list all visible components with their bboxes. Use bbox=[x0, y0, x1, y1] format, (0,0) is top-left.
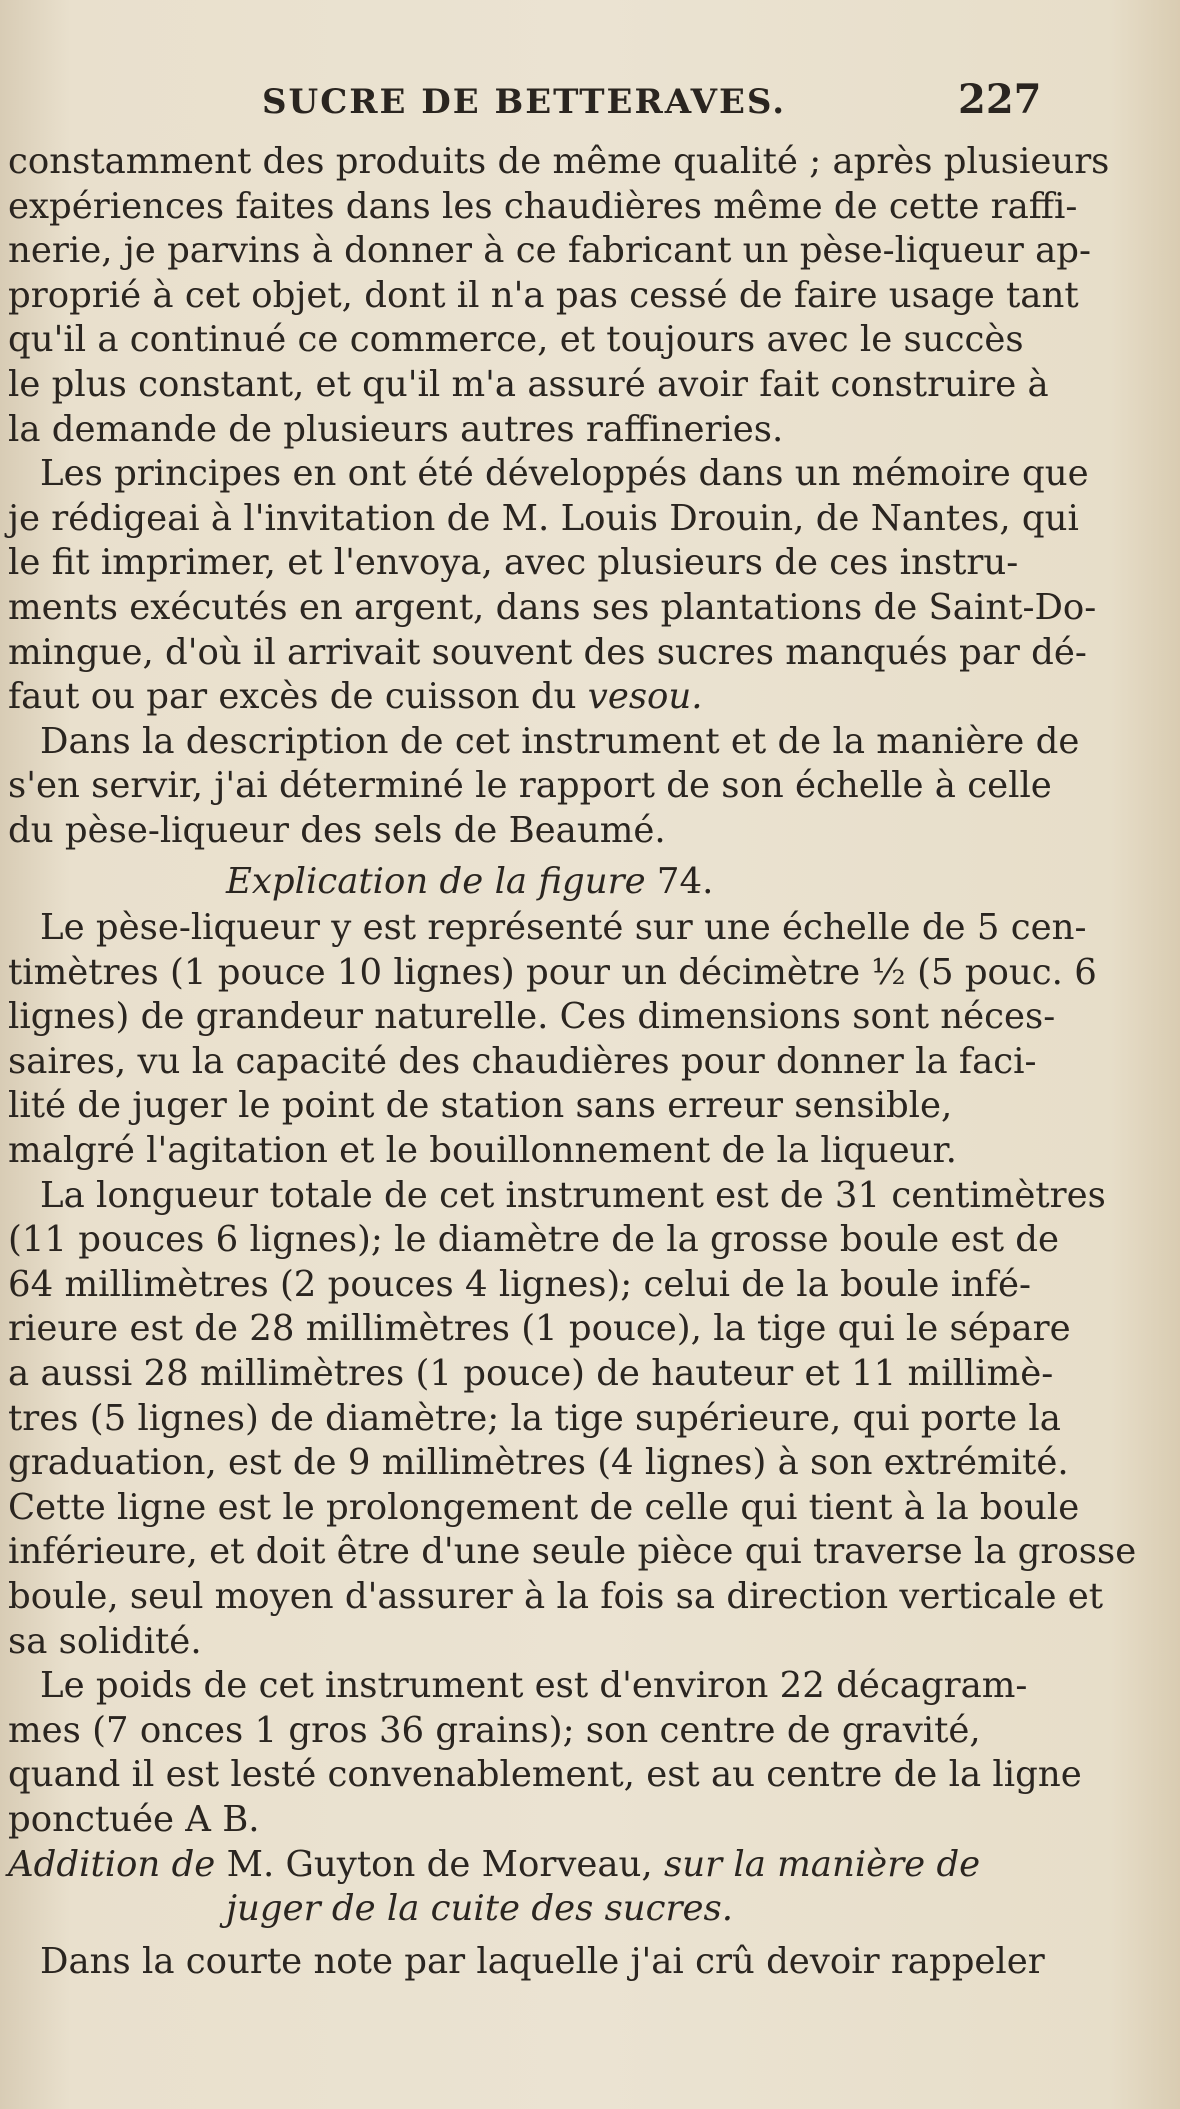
text-line: a aussi 28 millimètres (1 pouce) de hauteur et 11 millimè- bbox=[8, 1353, 1054, 1395]
text-line: mingue, d'où il arrivait souvent des sucres manqués par dé- bbox=[8, 631, 1087, 673]
text-line: Le pèse-liqueur y est représenté sur une échelle de 5 cen- bbox=[40, 907, 1087, 949]
text-line: le plus constant, et qu'il m'a assuré avoir fait construire à bbox=[8, 363, 1049, 405]
text-line: la demande de plusieurs autres raffineries. bbox=[8, 408, 784, 450]
text-line: Dans la description de cet instrument et de la manière de bbox=[40, 720, 1080, 762]
text-line: ments exécutés en argent, dans ses plantations de Saint-Do- bbox=[8, 586, 1097, 628]
text-span: faut ou par excès de cuisson du bbox=[8, 676, 577, 718]
paragraph-6 bbox=[8, 1664, 1082, 1842]
paragraph-5 bbox=[8, 1174, 1137, 1665]
addition-author: M. Guyton de Morveau, bbox=[226, 1843, 653, 1885]
addition-heading-line-2: juger de la cuite des sucres. bbox=[226, 1888, 734, 1930]
text-line: quand il est lesté convenablement, est au centre de la ligne bbox=[8, 1754, 1082, 1796]
text-line: (11 pouces 6 lignes); le diamètre de la grosse boule est de bbox=[8, 1219, 1059, 1261]
text-line: le fit imprimer, et l'envoya, avec plusieurs de ces instru- bbox=[8, 542, 1019, 584]
text-line: malgré l'agitation et le bouillonnement de la liqueur. bbox=[8, 1130, 957, 1172]
paragraph-4 bbox=[8, 906, 1097, 1174]
paragraph-1 bbox=[8, 140, 1110, 452]
text-line: boule, seul moyen d'assurer à la fois sa direction verticale et bbox=[8, 1576, 1104, 1617]
page-number: 227 bbox=[958, 76, 1042, 123]
text-line: s'en servir, j'ai déterminé le rapport de son échelle à celle bbox=[8, 765, 1052, 807]
figure-heading-text: Explication de la figure bbox=[226, 860, 646, 902]
text-line: je rédigeai à l'invitation de M. Louis Drouin, de Nantes, qui bbox=[8, 497, 1079, 539]
text-line: inférieure, et doit être d'une seule pièce qui traverse la grosse bbox=[8, 1531, 1137, 1573]
figure-heading bbox=[8, 860, 1033, 905]
paragraph-3 bbox=[8, 720, 1080, 854]
text-line: timètres (1 pouce 10 lignes) pour un décimètre ½ (5 pouc. 6 bbox=[8, 951, 1097, 993]
text-line: graduation, est de 9 millimètres (4 lignes) à son extrémité. bbox=[8, 1442, 1069, 1484]
running-title: SUCRE DE BETTERAVES. bbox=[262, 82, 787, 122]
paragraph-2 bbox=[8, 452, 1097, 720]
addition-subject: sur la manière de bbox=[664, 1843, 981, 1885]
text-line: tres (5 lignes) de diamètre; la tige supérieure, qui porte la bbox=[8, 1397, 1061, 1439]
text-line: 64 millimètres (2 pouces 4 lignes); celui de la boule infé- bbox=[8, 1263, 1032, 1305]
italic-word: vesou. bbox=[587, 676, 703, 718]
paragraph-7 bbox=[8, 1940, 1045, 1985]
text-line: expériences faites dans les chaudières même de cette raffi- bbox=[8, 185, 1078, 227]
running-head bbox=[0, 76, 1180, 132]
addition-heading-line-1 bbox=[8, 1843, 1033, 1888]
text-line: qu'il a continué ce commerce, et toujours avec le succès bbox=[8, 319, 1024, 361]
text-line bbox=[8, 675, 1033, 720]
text-line: constamment des produits de même qualité ; après plusieurs bbox=[8, 141, 1110, 182]
text-line: Les principes en ont été développés dans un mémoire que bbox=[40, 453, 1089, 495]
text-line: du pèse-liqueur des sels de Beaumé. bbox=[8, 809, 666, 851]
text-line: lignes) de grandeur naturelle. Ces dimensions sont néces- bbox=[8, 996, 1056, 1038]
text-line: Cette ligne est le prolongement de celle qui tient à la boule bbox=[8, 1486, 1080, 1528]
text-line: sa solidité. bbox=[8, 1620, 202, 1662]
text-line: lité de juger le point de station sans erreur sensible, bbox=[8, 1085, 953, 1127]
text-line: nerie, je parvins à donner à ce fabricant un pèse-liqueur ap- bbox=[8, 230, 1091, 272]
text-line: Dans la courte note par laquelle j'ai crû devoir rappeler bbox=[40, 1940, 1045, 1982]
addition-heading bbox=[8, 1843, 1033, 1932]
text-line: proprié à cet objet, dont il n'a pas cessé de faire usage tant bbox=[8, 274, 1079, 316]
addition-lead: Addition de bbox=[8, 1843, 216, 1885]
text-line: La longueur totale de cet instrument est de 31 centimètres bbox=[40, 1174, 1106, 1216]
figure-number: 74. bbox=[656, 860, 714, 902]
text-line: rieure est de 28 millimètres (1 pouce), la tige qui le sépare bbox=[8, 1308, 1071, 1350]
body-text bbox=[8, 140, 1137, 1984]
text-line: mes (7 onces 1 gros 36 grains); son centre de gravité, bbox=[8, 1709, 981, 1751]
text-line: ponctuée A B. bbox=[8, 1798, 260, 1840]
text-line: saires, vu la capacité des chaudières pour donner la faci- bbox=[8, 1040, 1037, 1082]
text-line: Le poids de cet instrument est d'environ 22 décagram- bbox=[40, 1665, 1028, 1707]
